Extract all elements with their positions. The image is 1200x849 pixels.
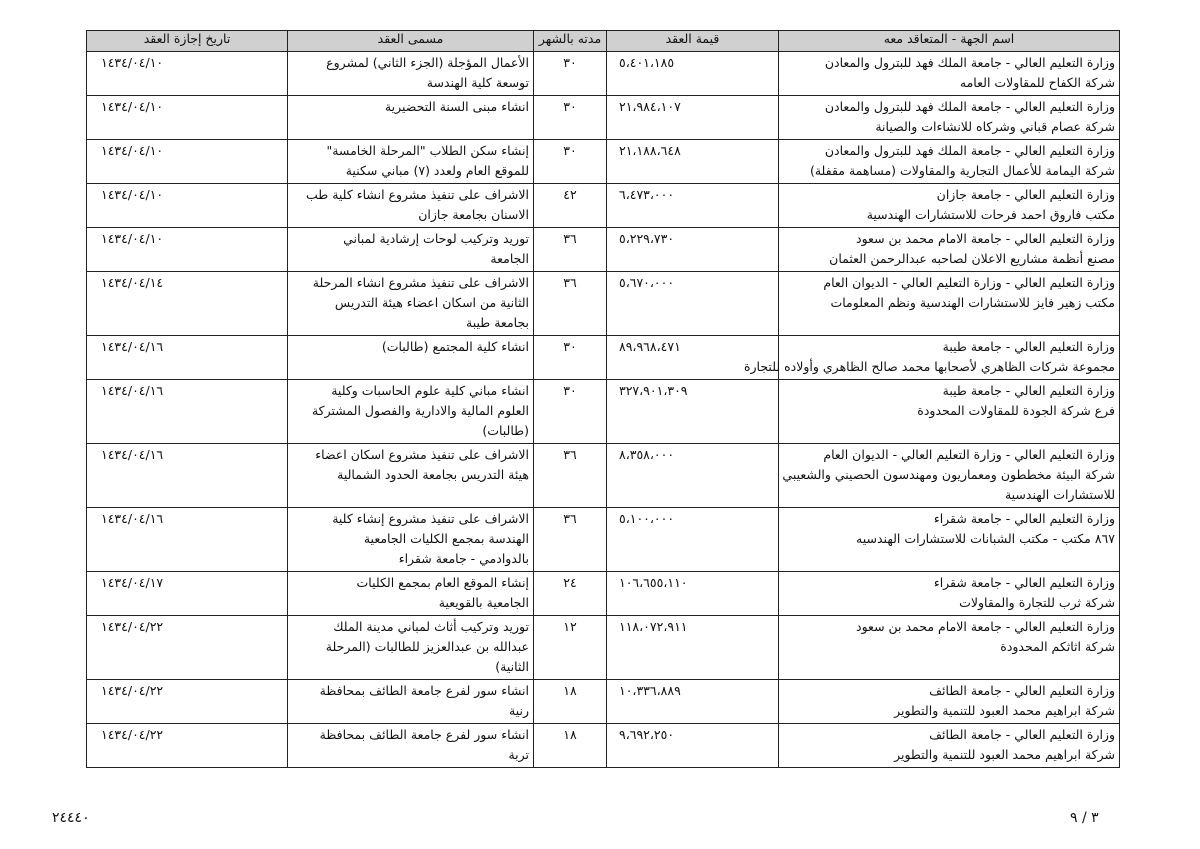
cell-value — [607, 140, 779, 184]
cell-party-line: مكتب فاروق احمد فرحات للاستشارات الهندسية — [866, 207, 1115, 222]
cell-value — [607, 724, 779, 768]
table-row — [87, 228, 1120, 272]
contracts-sheet — [86, 30, 1119, 768]
cell-value — [607, 508, 779, 572]
cell-party-line: وزارة التعليم العالي - جامعة الطائف — [929, 683, 1115, 698]
table-row — [87, 140, 1120, 184]
cell-party-line: وزارة التعليم العالي - جامعة شقراء — [933, 511, 1115, 526]
cell-party — [779, 680, 1120, 724]
cell-duration — [534, 380, 607, 444]
cell-duration-line: ١٨ — [563, 727, 577, 742]
table-row — [87, 724, 1120, 768]
table-row — [87, 52, 1120, 96]
table-row — [87, 508, 1120, 572]
cell-contract-name-line: الاشراف على تنفيذ مشروع اسكان اعضاء — [315, 447, 529, 462]
cell-contract-name-line: انشاء سور لفرع جامعة الطائف بمحافظة — [319, 727, 529, 742]
cell-duration-line: ٣٠ — [563, 143, 577, 158]
header-party: اسم الجهة - المتعاقد معه — [779, 31, 1120, 52]
cell-party-line: شركة البيئة مخططون ومعماريون ومهندسون الحصيني والشعيبي — [782, 467, 1115, 482]
cell-duration — [534, 272, 607, 336]
cell-contract-name — [288, 444, 534, 508]
cell-contract-name-line: انشاء كلية المجتمع (طالبات) — [381, 339, 529, 354]
cell-contract-name-line: الجامعة — [490, 251, 529, 266]
cell-approval-date-line: ١٤٣٤/٠٤/١٦ — [101, 447, 164, 462]
cell-party — [779, 140, 1120, 184]
cell-party — [779, 52, 1120, 96]
cell-contract-name — [288, 272, 534, 336]
cell-duration — [534, 444, 607, 508]
cell-party-line: وزارة التعليم العالي - وزارة التعليم العالي - الديوان العام — [823, 447, 1115, 462]
cell-contract-name-line: الاشراف على تنفيذ مشروع إنشاء كلية — [332, 511, 529, 526]
table-row — [87, 680, 1120, 724]
cell-duration — [534, 184, 607, 228]
cell-contract-name-line: الاشراف على تنفيذ مشروع انشاء كلية طب — [306, 187, 529, 202]
table-row — [87, 444, 1120, 508]
cell-contract-name-line: (طالبات) — [482, 423, 529, 438]
cell-value-line: ٨،٣٥٨،٠٠٠ — [619, 447, 675, 462]
cell-value-line: ٦،٤٧٣،٠٠٠ — [619, 187, 675, 202]
footer-page-number: ٣ / ٩ — [1070, 810, 1099, 826]
cell-value-line: ٢١،١٨٨،٦٤٨ — [619, 143, 681, 158]
cell-approval-date-line: ١٤٣٤/٠٤/١٤ — [101, 275, 164, 290]
cell-approval-date-line: ١٤٣٤/٠٤/٢٢ — [101, 683, 164, 698]
cell-value — [607, 444, 779, 508]
cell-value-line: ١٠٦،٦٥٥،١١٠ — [619, 575, 688, 590]
cell-contract-name — [288, 228, 534, 272]
cell-contract-name-line: توريد وتركيب لوحات إرشادية لمباني — [343, 231, 529, 246]
cell-party-line: شركة اليمامة للأعمال التجارية والمقاولات (مساهمة مقفلة) — [809, 163, 1115, 178]
header-duration: مدته بالشهر — [534, 31, 607, 52]
cell-party-line: فرع شركة الجودة للمقاولات المحدودة — [917, 403, 1115, 418]
table-row — [87, 272, 1120, 336]
cell-value — [607, 272, 779, 336]
cell-approval-date — [87, 52, 288, 96]
cell-party — [779, 724, 1120, 768]
table-row — [87, 380, 1120, 444]
cell-approval-date — [87, 572, 288, 616]
cell-duration — [534, 52, 607, 96]
cell-contract-name — [288, 616, 534, 680]
cell-duration-line: ٤٢ — [563, 187, 577, 202]
cell-contract-name — [288, 184, 534, 228]
cell-contract-name-line: الأعمال المؤجلة (الجزء الثاني) لمشروع — [326, 55, 529, 70]
table-row — [87, 96, 1120, 140]
cell-approval-date — [87, 96, 288, 140]
cell-value — [607, 380, 779, 444]
cell-approval-date-line: ١٤٣٤/٠٤/١٠ — [101, 99, 164, 114]
cell-duration — [534, 140, 607, 184]
cell-approval-date — [87, 140, 288, 184]
cell-value — [607, 96, 779, 140]
cell-contract-name-line: الاسنان بجامعة جازان — [418, 207, 529, 222]
table-body — [87, 52, 1120, 768]
cell-party — [779, 228, 1120, 272]
cell-duration — [534, 336, 607, 380]
cell-contract-name — [288, 508, 534, 572]
cell-value-line: ١١٨،٠٧٢،٩١١ — [619, 619, 688, 634]
cell-contract-name-line: انشاء مباني كلية علوم الحاسبات وكلية — [331, 383, 529, 398]
cell-party — [779, 444, 1120, 508]
cell-contract-name-line: الثانية) — [495, 659, 529, 674]
cell-approval-date-line: ١٤٣٤/٠٤/١٠ — [101, 231, 164, 246]
cell-party — [779, 272, 1120, 336]
cell-duration — [534, 616, 607, 680]
cell-contract-name — [288, 680, 534, 724]
cell-party-line: شركة ابراهيم محمد العبود للتنمية والتطوير — [894, 747, 1115, 762]
cell-duration-line: ٢٤ — [563, 575, 577, 590]
cell-contract-name-line: إنشاء سكن الطلاب "المرحلة الخامسة" — [326, 143, 529, 158]
cell-approval-date — [87, 228, 288, 272]
cell-contract-name-line: الجامعية بالقويعية — [438, 595, 529, 610]
cell-approval-date — [87, 444, 288, 508]
cell-approval-date — [87, 680, 288, 724]
cell-party-line: ٨٦٧ مكتب - مكتب الشبانات للاستشارات الهندسيه — [856, 531, 1115, 546]
cell-party — [743, 336, 1120, 380]
cell-value-line: ٢١،٩٨٤،١٠٧ — [619, 99, 681, 114]
cell-approval-date — [87, 184, 288, 228]
cell-value — [607, 680, 779, 724]
cell-party-line: وزارة التعليم العالي - جامعة الملك فهد للبترول والمعادن — [824, 55, 1115, 70]
contracts-table — [86, 30, 1120, 768]
cell-value — [607, 616, 779, 680]
cell-value-line: ١٠،٣٣٦،٨٨٩ — [619, 683, 681, 698]
cell-contract-name-line: هيئة التدريس بجامعة الحدود الشمالية — [337, 467, 529, 482]
cell-duration-line: ٣٠ — [563, 339, 577, 354]
cell-duration — [534, 508, 607, 572]
cell-contract-name — [288, 52, 534, 96]
cell-party — [779, 508, 1120, 572]
table-header-row — [87, 31, 1120, 52]
cell-party-line: شركة الكفاح للمقاولات العامه — [959, 75, 1115, 90]
cell-duration — [534, 572, 607, 616]
cell-contract-name — [288, 724, 534, 768]
cell-value-line: ٥،٢٢٩،٧٣٠ — [619, 231, 675, 246]
cell-party-line: شركة ابراهيم محمد العبود للتنمية والتطوير — [894, 703, 1115, 718]
cell-approval-date-line: ١٤٣٤/٠٤/١٠ — [101, 55, 164, 70]
cell-contract-name-line: الثانية من اسكان اعضاء هيئة التدريس — [334, 295, 529, 310]
cell-party-line: وزارة التعليم العالي - جامعة طيبة — [942, 383, 1115, 398]
cell-party-line: وزارة التعليم العالي - جامعة الطائف — [929, 727, 1115, 742]
cell-contract-name-line: الهندسة بمجمع الكليات الجامعية — [363, 531, 529, 546]
cell-approval-date — [87, 508, 288, 572]
cell-contract-name-line: توريد وتركيب أثاث لمباني مدينة الملك — [333, 619, 529, 634]
cell-value-line: ٥،٤٠١،١٨٥ — [619, 55, 675, 70]
cell-duration-line: ٣٦ — [563, 511, 577, 526]
header-contract-name: مسمى العقد — [288, 31, 534, 52]
cell-approval-date-line: ١٤٣٤/٠٤/١٦ — [101, 383, 164, 398]
cell-party-line: للاستشارات الهندسية — [1004, 487, 1115, 502]
cell-approval-date-line: ١٤٣٤/٠٤/٢٢ — [101, 727, 164, 742]
cell-contract-name-line: رنية — [509, 703, 529, 718]
cell-value — [607, 184, 779, 228]
cell-value — [607, 52, 779, 96]
cell-duration — [534, 680, 607, 724]
cell-party-line: وزارة التعليم العالي - جامعة الامام محمد بن سعود — [856, 231, 1115, 246]
cell-duration-line: ١٢ — [563, 619, 577, 634]
cell-party — [779, 184, 1120, 228]
cell-value-line: ٥،٦٧٠،٠٠٠ — [619, 275, 675, 290]
cell-party — [779, 616, 1120, 680]
cell-party-line: وزارة التعليم العالي - جامعة الامام محمد بن سعود — [856, 619, 1115, 634]
cell-duration-line: ١٨ — [563, 683, 577, 698]
cell-approval-date-line: ١٤٣٤/٠٤/١٦ — [101, 339, 164, 354]
cell-contract-name — [288, 96, 534, 140]
cell-approval-date-line: ١٤٣٤/٠٤/١٦ — [101, 511, 164, 526]
cell-approval-date-line: ١٤٣٤/٠٤/١٠ — [101, 143, 164, 158]
cell-approval-date — [87, 616, 288, 680]
cell-party-line: وزارة التعليم العالي - جامعة الملك فهد للبترول والمعادن — [824, 99, 1115, 114]
cell-duration-line: ٣٠ — [563, 383, 577, 398]
cell-approval-date-line: ١٤٣٤/٠٤/٢٢ — [101, 619, 164, 634]
cell-party-line: وزارة التعليم العالي - جامعة جازان — [936, 187, 1115, 202]
cell-party-line: وزارة التعليم العالي - وزارة التعليم العالي - الديوان العام — [823, 275, 1115, 290]
table-row — [87, 616, 1120, 680]
cell-approval-date — [87, 724, 288, 768]
cell-approval-date — [87, 380, 288, 444]
cell-value-line: ٥،١٠٠،٠٠٠ — [619, 511, 675, 526]
cell-value — [607, 572, 779, 616]
cell-contract-name — [288, 572, 534, 616]
cell-contract-name-line: انشاء مبنى السنة التحضيرية — [384, 99, 529, 114]
cell-value-line: ٣٢٧،٩٠١،٣٠٩ — [619, 383, 688, 398]
cell-party — [779, 96, 1120, 140]
footer-doc-number: ٢٤٤٤٠ — [52, 810, 90, 826]
table-row — [87, 572, 1120, 616]
cell-approval-date-line: ١٤٣٤/٠٤/١٠ — [101, 187, 164, 202]
cell-approval-date-line: ١٤٣٤/٠٤/١٧ — [101, 575, 164, 590]
cell-contract-name-line: تربة — [508, 747, 529, 762]
cell-value-line: ٩،٦٩٢،٢٥٠ — [619, 727, 675, 742]
cell-party — [779, 380, 1120, 444]
cell-value-line: ٨٩،٩٦٨،٤٧١ — [619, 339, 681, 354]
cell-contract-name-line: بجامعة طيبة — [466, 315, 529, 330]
header-approval-date: تاريخ إجازة العقد — [87, 31, 288, 52]
cell-party-line: وزارة التعليم العالي - جامعة شقراء — [933, 575, 1115, 590]
cell-contract-name-line: للموقع العام ولعدد (٧) مباني سكنية — [345, 163, 529, 178]
cell-duration-line: ٣٦ — [563, 447, 577, 462]
cell-duration-line: ٣٦ — [563, 275, 577, 290]
cell-duration-line: ٣٦ — [563, 231, 577, 246]
cell-party-line: مجموعة شركات الظاهري لأصحابها محمد صالح الظاهري وأولاده للتجارة — [743, 359, 1115, 374]
cell-contract-name-line: انشاء سور لفرع جامعة الطائف بمحافظة — [319, 683, 529, 698]
cell-contract-name — [288, 380, 534, 444]
table-row — [87, 336, 1120, 380]
cell-duration-line: ٣٠ — [563, 55, 577, 70]
cell-approval-date — [87, 272, 288, 336]
cell-duration-line: ٣٠ — [563, 99, 577, 114]
cell-contract-name — [288, 336, 534, 380]
cell-duration — [534, 96, 607, 140]
cell-contract-name-line: إنشاء الموقع العام بمجمع الكليات — [356, 575, 529, 590]
header-value: قيمة العقد — [607, 31, 779, 52]
cell-party-line: وزارة التعليم العالي - جامعة طيبة — [942, 339, 1115, 354]
cell-duration — [534, 228, 607, 272]
cell-contract-name-line: بالدوادمي - جامعة شقراء — [398, 551, 529, 566]
cell-party-line: مكتب زهير فايز للاستشارات الهندسية ونظم المعلومات — [830, 295, 1115, 310]
cell-contract-name-line: الاشراف على تنفيذ مشروع انشاء المرحلة — [312, 275, 529, 290]
cell-party-line: وزارة التعليم العالي - جامعة الملك فهد للبترول والمعادن — [824, 143, 1115, 158]
cell-party-line: شركة اثاثكم المحدودة — [1000, 639, 1115, 654]
cell-party-line: شركة عصام قباني وشركاه للانشاءات والصيانة — [875, 119, 1115, 134]
cell-contract-name-line: العلوم المالية والادارية والفصول المشتركة — [311, 403, 529, 418]
cell-party-line: مصنع أنظمة مشاريع الاعلان لصاحبه عبدالرحمن العثمان — [829, 251, 1115, 266]
cell-approval-date — [87, 336, 288, 380]
table-row — [87, 184, 1120, 228]
cell-contract-name-line: توسعة كلية الهندسة — [426, 75, 529, 90]
cell-duration — [534, 724, 607, 768]
cell-party — [779, 572, 1120, 616]
cell-contract-name-line: عبدالله بن عبدالعزيز للطالبات (المرحلة — [325, 639, 529, 654]
cell-value — [607, 228, 779, 272]
cell-contract-name — [288, 140, 534, 184]
cell-party-line: شركة ثرب للتجارة والمقاولات — [959, 595, 1115, 610]
